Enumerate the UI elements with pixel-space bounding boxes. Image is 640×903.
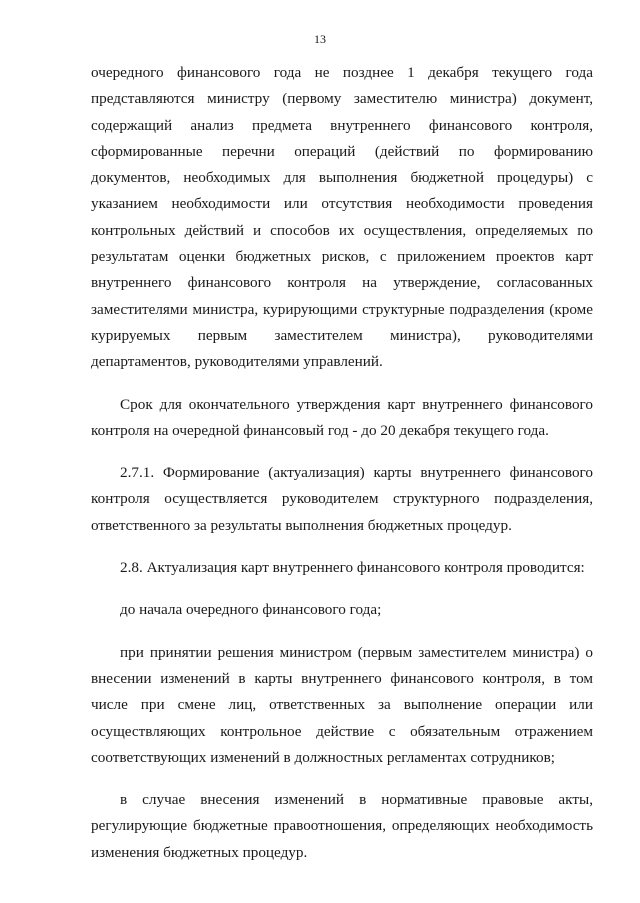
paragraph-legal-changes: в случае внесения изменений в нормативные правовые акты, регулирующие бюджетные правоотношения, определяющих необходимость изменения бюджетных процедур. bbox=[91, 791, 593, 861]
paragraph-continuation: очередного финансового года не позднее 1 декабря текущего года представляются министру (первому заместителю министра) документ, содержащий анализ предмета внутреннего финансового контроля, сформированные перечни операций (действий по формированию документов, необходимых для выполнения бюджетной процедуры) с указанием необходимости или отсутствия необходимости проведения контрольных действий и способов их осуществления, определяемых по результатам оценки бюджетных рисков, с приложением проектов карт внутреннего финансового контроля на утверждение, согласованных заместителями министра, курирующими структурные подразделения (кроме курируемых первым заместителем министра), руководителями департаментов, руководителями управлений. bbox=[91, 64, 593, 371]
paragraph-2-8: 2.8. Актуализация карт внутреннего финансового контроля проводится: bbox=[120, 559, 585, 577]
paragraph-approval-deadline: Срок для окончательного утверждения карт внутреннего финансового контроля на очередной финансовый год - до 20 декабря текущего года. bbox=[91, 395, 593, 439]
paragraph-minister-decision: при принятии решения министром (первым заместителем министра) о внесении изменений в карты внутреннего финансового контроля, в том числе при смене лиц, ответственных за выполнение операции или осуществляющих контрольное действие с обязательным отражением соответствующих изменений в должностных регламентах сотрудников; bbox=[91, 643, 593, 766]
document-body bbox=[91, 60, 593, 866]
page-number: 13 bbox=[314, 32, 326, 46]
paragraph-2-7-1: 2.7.1. Формирование (актуализация) карты внутреннего финансового контроля осуществляется руководителем структурного подразделения, ответственного за результаты выполнения бюджетных процедур. bbox=[91, 464, 593, 534]
paragraph-before-year: до начала очередного финансового года; bbox=[120, 601, 382, 619]
